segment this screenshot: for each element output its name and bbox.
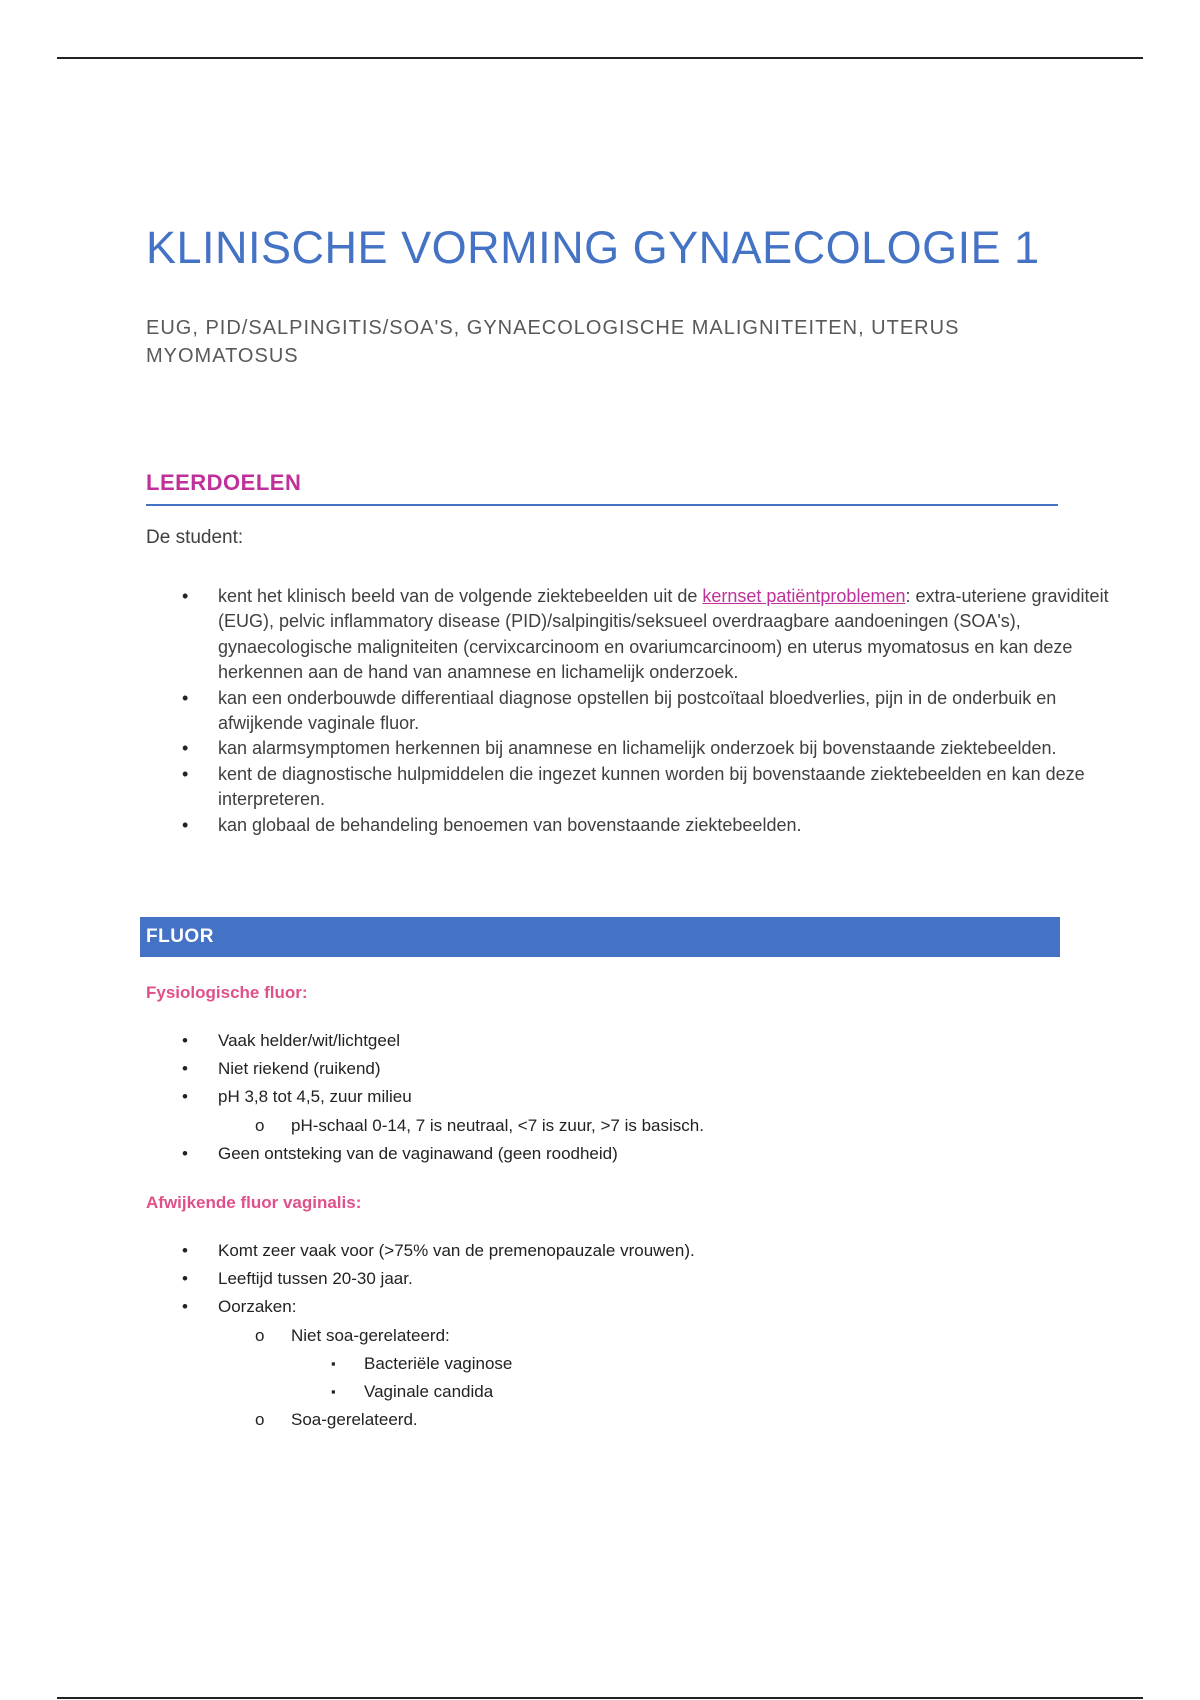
list-item: ▪ Vaginale candida (364, 1378, 695, 1406)
list-item: o Soa-gerelateerd. (291, 1406, 695, 1434)
fysiologische-fluor-list (146, 1027, 704, 1168)
leerdoelen-intro: De student: (146, 527, 244, 548)
list-item: • kent de diagnostische hulpmiddelen die ingezet kunnen worden bij bovenstaande ziektebeelden en kan deze interpreteren. (218, 762, 1128, 813)
list-item: • Komt zeer vaak voor (>75% van de premenopauzale vrouwen). (218, 1237, 695, 1265)
list-item-text: Niet soa-gerelateerd: (291, 1325, 450, 1345)
list-item: • kan alarmsymptomen herkennen bij anamnese en lichamelijk onderzoek bij bovenstaande ziektebeelden. (218, 736, 1128, 761)
leerdoelen-list (146, 584, 1128, 838)
fluor-heading: FLUOR (140, 917, 1060, 957)
list-item: • Geen ontsteking van de vaginawand (geen roodheid) (218, 1140, 704, 1168)
list-item (291, 1322, 695, 1407)
list-item: • Leeftijd tussen 20-30 jaar. (218, 1265, 695, 1293)
list-item (218, 1293, 695, 1434)
list-item-text: Oorzaken: (218, 1297, 297, 1317)
leerdoelen-heading: LEERDOELEN (146, 470, 1058, 506)
footer-rule (57, 1697, 1143, 1699)
sub-list (218, 1112, 704, 1140)
list-item: • Niet riekend (ruikend) (218, 1055, 704, 1083)
list-item: ▪ Bacteriële vaginose (364, 1350, 695, 1378)
goal-text: : extra-uteriene graviditeit (EUG), pelvic inflammatory disease (PID)/salpingitis/seksueel overdraagbare aandoeningen (SOA's), gynaecologische maligniteiten (cervixcarcinoom en ovariumcarcinoom) en uterus myomatosus en kan deze herkennen aan de hand van anamnese en lichamelijk onderzoek. (218, 586, 1109, 683)
fysiologische-fluor-heading: Fysiologische fluor: (146, 983, 308, 1002)
afwijkende-fluor-list (146, 1237, 695, 1434)
list-item (218, 1083, 704, 1139)
kernset-link[interactable]: kernset patiëntproblemen (702, 586, 906, 606)
document-subtitle: EUG, PID/SALPINGITIS/SOA'S, GYNAECOLOGISCHE MALIGNITEITEN, UTERUS MYOMATOSUS (146, 317, 960, 367)
header-rule (57, 57, 1143, 59)
list-item: • kan globaal de behandeling benoemen van bovenstaande ziektebeelden. (218, 813, 1128, 838)
list-item: • Vaak helder/wit/lichtgeel (218, 1027, 704, 1055)
list-item: • kan een onderbouwde differentiaal diagnose opstellen bij postcoïtaal bloedverlies, pijn in de onderbuik en afwijkende vaginale fluor. (218, 686, 1128, 737)
goal-text: kent het klinisch beeld van de volgende ziektebeelden uit de (218, 586, 703, 606)
list-item: o pH-schaal 0-14, 7 is neutraal, <7 is zuur, >7 is basisch. (291, 1112, 704, 1140)
sub-list (218, 1322, 695, 1435)
sub-sub-list (291, 1350, 695, 1406)
list-item (218, 584, 1128, 686)
document-title: KLINISCHE VORMING GYNAECOLOGIE 1 (146, 222, 1040, 273)
list-item-text: pH 3,8 tot 4,5, zuur milieu (218, 1087, 412, 1107)
afwijkende-fluor-heading: Afwijkende fluor vaginalis: (146, 1193, 362, 1212)
